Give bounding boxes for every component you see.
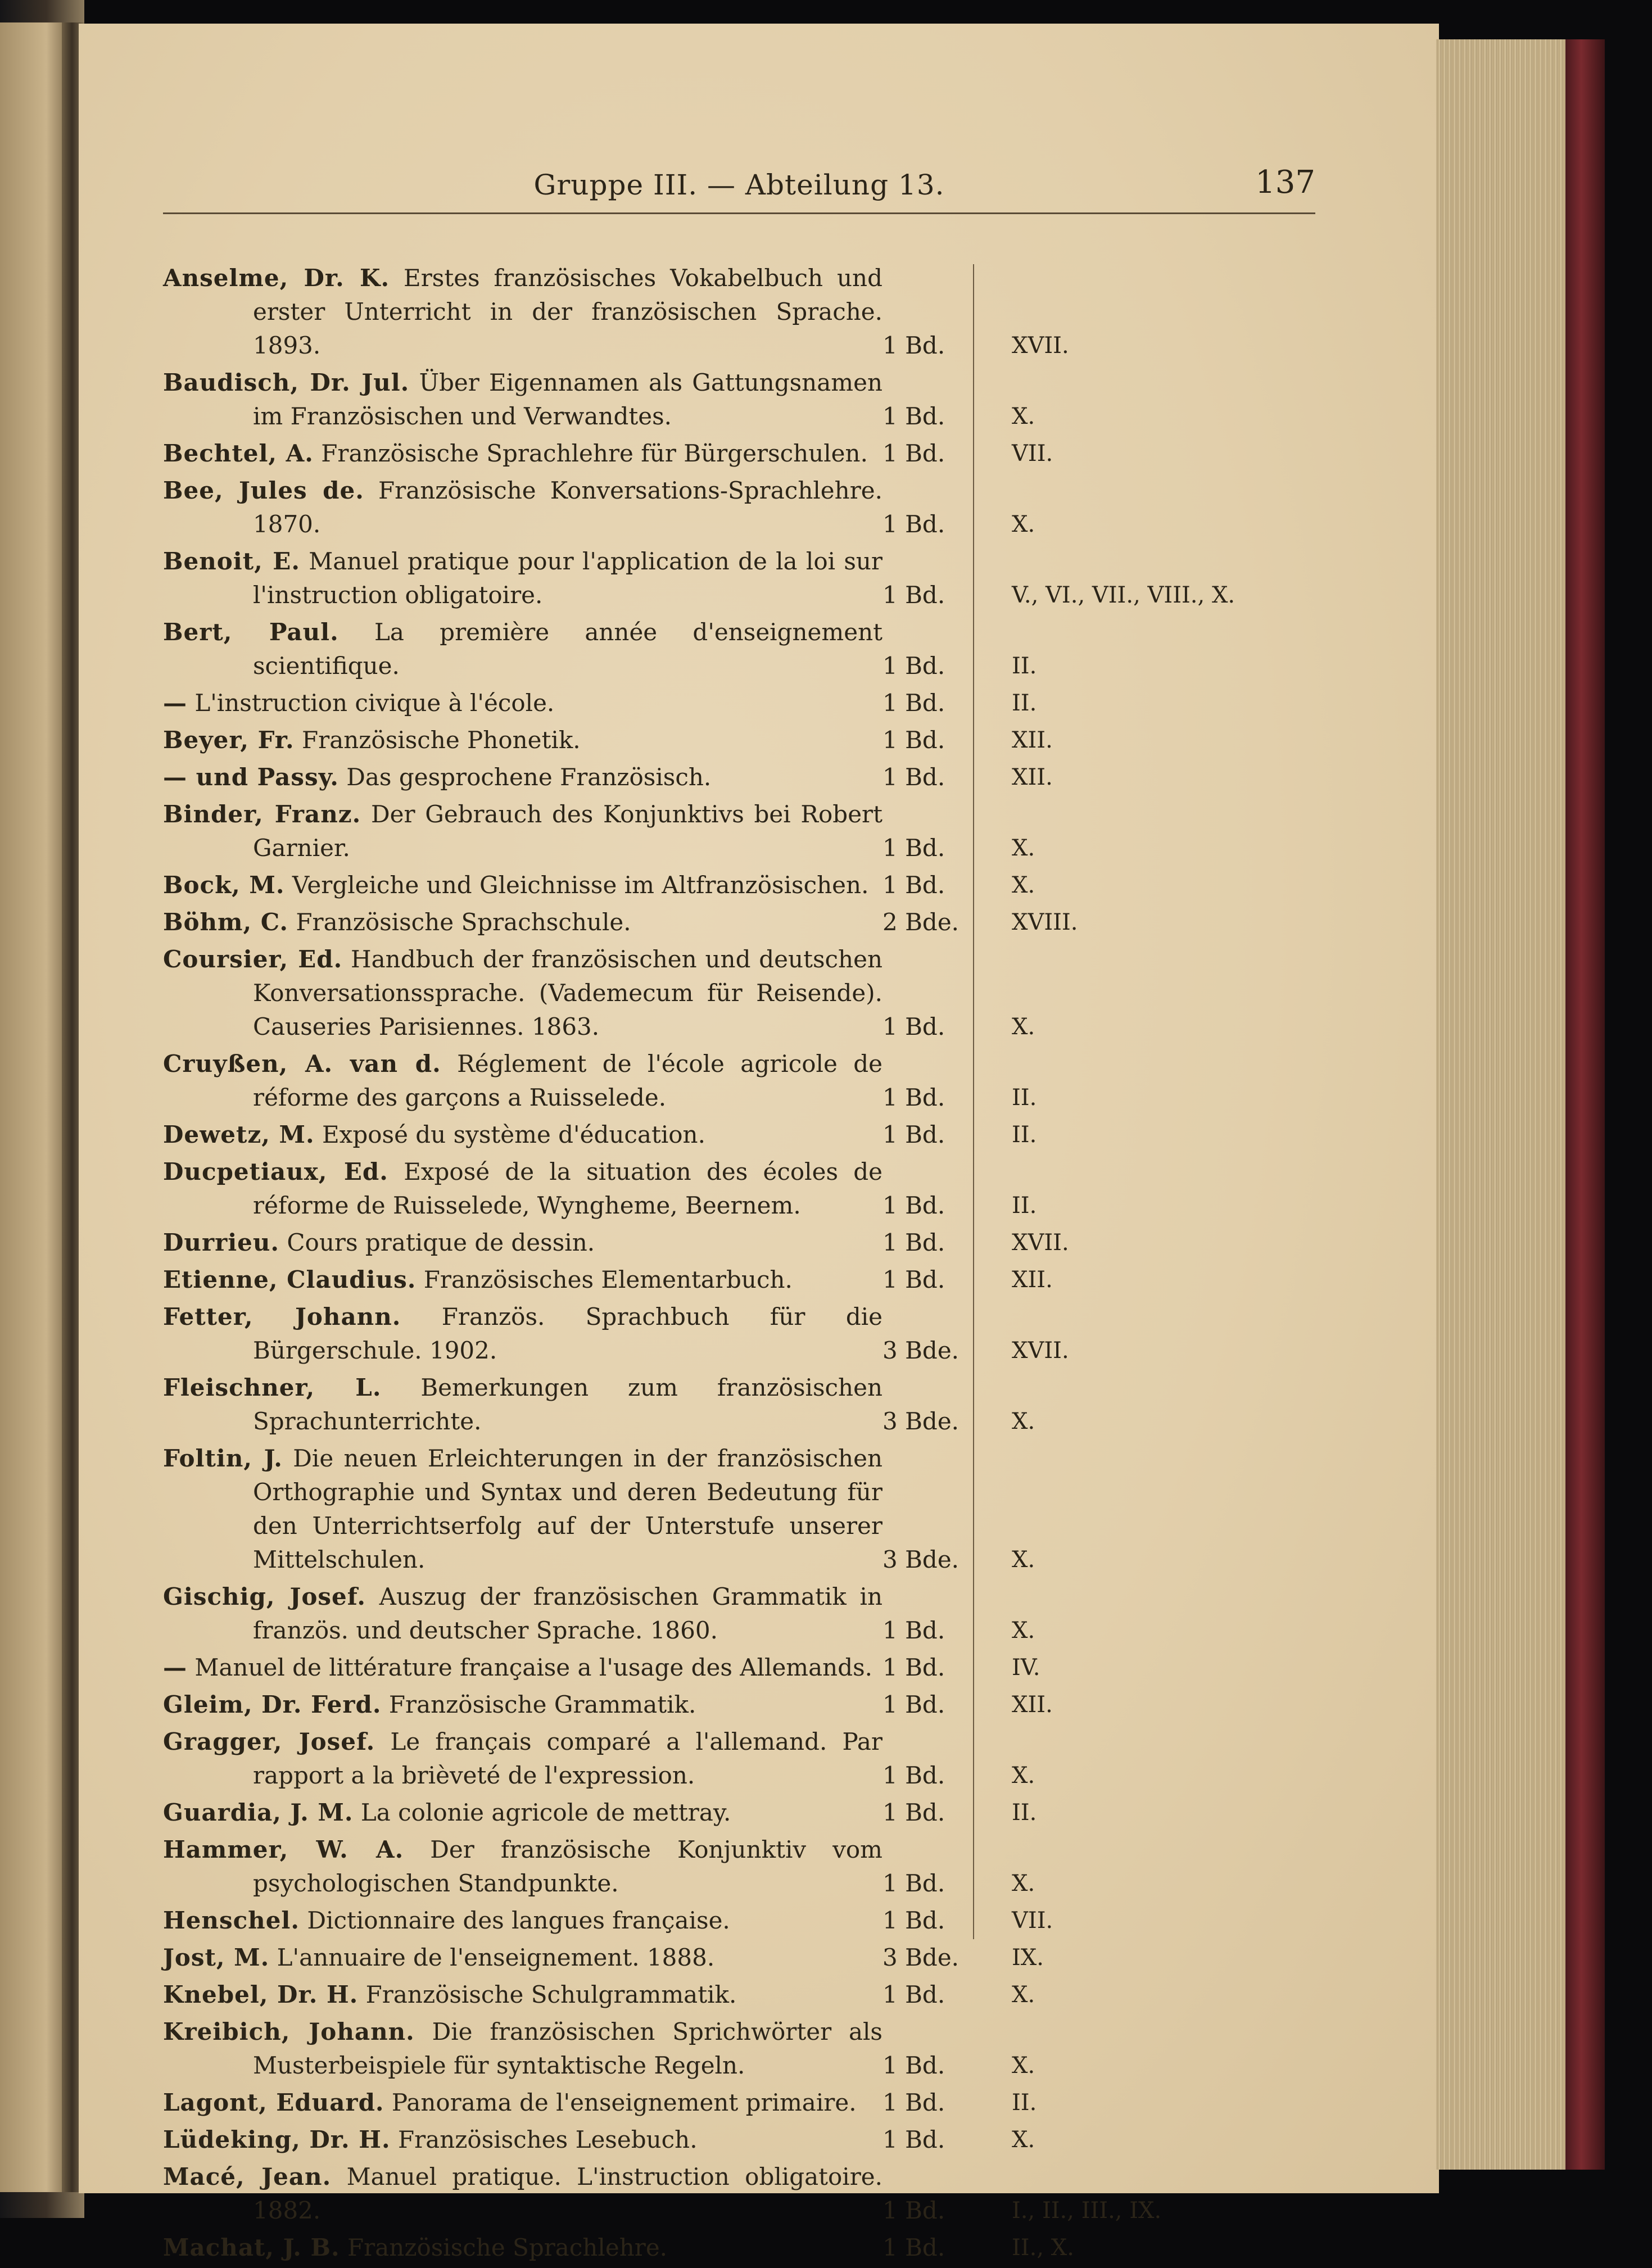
entry-author: Bechtel, A. xyxy=(163,440,314,467)
entry-volumes: 1 Bd. xyxy=(882,763,945,791)
entry-title: Le français comparé a l'allemand. Par rapport a la brièveté de l'expression. xyxy=(253,1728,882,1789)
entry-text xyxy=(163,1833,882,1900)
entry-title: Panorama de l'enseignement primaire. xyxy=(391,2089,857,2116)
entry-volumes: 1 Bd. xyxy=(882,1654,945,1681)
entry-text xyxy=(163,1047,882,1115)
catalog-entry xyxy=(163,1651,1321,1685)
entry-text xyxy=(163,2086,882,2120)
entry-title: Französ. Sprachbuch für die Bürgerschule. 1902. xyxy=(253,1303,882,1364)
entry-text xyxy=(163,1941,882,1975)
entry-text xyxy=(163,1580,882,1647)
entry-volumes: 1 Bd. xyxy=(882,726,945,754)
catalog-entry xyxy=(163,943,1321,1044)
entry-group: X. xyxy=(1012,872,1035,898)
entry-text xyxy=(163,1442,882,1577)
entry-title: L'annuaire de l'enseignement. 1888. xyxy=(277,1944,715,1971)
catalog-entry xyxy=(163,1833,1321,1900)
catalog-entry xyxy=(163,1580,1321,1647)
entry-title: Manuel de littérature française a l'usage des Allemands. xyxy=(194,1654,873,1681)
catalog-entry xyxy=(163,1226,1321,1260)
catalog-entry xyxy=(163,474,1321,541)
entry-title: Manuel pratique pour l'application de la loi sur l'instruction obligatoire. xyxy=(253,547,883,609)
entry-group: XVII. xyxy=(1012,1230,1069,1256)
entry-author: Binder, Franz. xyxy=(163,800,361,828)
entry-title: Exposé du système d'éducation. xyxy=(322,1121,705,1148)
entry-author: Fetter, Johann. xyxy=(163,1303,401,1330)
page-number: 137 xyxy=(1255,164,1315,201)
entry-author: Benoit, E. xyxy=(163,547,300,575)
entry-title: Französische Phonetik. xyxy=(302,726,581,754)
entry-group: II. xyxy=(1012,2090,1037,2116)
entry-author: Lüdeking, Dr. H. xyxy=(163,2126,391,2153)
entry-group: XVII. xyxy=(1012,1338,1069,1364)
entry-volumes: 1 Bd. xyxy=(882,581,945,609)
entry-title: Der Gebrauch des Konjunktivs bei Robert Garnier. xyxy=(253,800,883,862)
entry-author: Ducpetiaux, Ed. xyxy=(163,1158,388,1185)
entry-title: Manuel pratique. L'instruction obligatoire. 1882. xyxy=(253,2163,882,2224)
entry-group: X. xyxy=(1012,835,1035,861)
catalog-entry xyxy=(163,2160,1321,2228)
entry-author: Durrieu. xyxy=(163,1229,280,1256)
entry-text xyxy=(163,686,882,720)
entry-text xyxy=(163,1155,882,1223)
left-page-edge xyxy=(0,22,66,2192)
entry-author: — xyxy=(163,689,187,717)
entry-group: II., X. xyxy=(1012,2235,1074,2261)
entry-group: II. xyxy=(1012,1800,1037,1826)
catalog-entry xyxy=(163,906,1321,939)
entry-group: X. xyxy=(1012,2127,1035,2153)
entry-volumes: 1 Bd. xyxy=(882,871,945,899)
entry-group: II. xyxy=(1012,1193,1037,1219)
entry-volumes: 1 Bd. xyxy=(882,1762,945,1789)
entry-group: VII. xyxy=(1012,441,1053,467)
catalog-entry xyxy=(163,1300,1321,1368)
page-header xyxy=(163,164,1315,215)
entry-text xyxy=(163,798,882,865)
entry-title: Das gesprochene Französisch. xyxy=(346,763,712,791)
page-edges xyxy=(1436,39,1565,2170)
catalog-entry xyxy=(163,1047,1321,1115)
entry-author: Machat, J. B. xyxy=(163,2234,340,2261)
entry-author: Bock, M. xyxy=(163,871,285,899)
entry-title: Französische Sprachlehre. xyxy=(347,2234,668,2261)
entry-group: IX. xyxy=(1012,1945,1044,1971)
entry-author: Baudisch, Dr. Jul. xyxy=(163,369,410,396)
entry-author: Kreibich, Johann. xyxy=(163,2018,415,2045)
entry-title: Cours pratique de dessin. xyxy=(287,1229,595,1256)
entry-author: Henschel. xyxy=(163,1907,300,1934)
entry-group: X. xyxy=(1012,1982,1035,2008)
catalog-entry xyxy=(163,1371,1321,1438)
catalog-entry xyxy=(163,366,1321,433)
entry-text xyxy=(163,366,882,433)
entry-text xyxy=(163,545,882,612)
entry-title: Französische Sprachlehre für Bürgerschulen. xyxy=(321,440,868,467)
entry-volumes: 1 Bd. xyxy=(882,2234,945,2261)
entry-title: Über Eigennamen als Gattungsnamen im Französischen und Verwandtes. xyxy=(253,369,882,430)
entry-volumes: 1 Bd. xyxy=(882,2126,945,2153)
entry-volumes: 1 Bd. xyxy=(882,689,945,717)
catalog-entry xyxy=(163,1442,1321,1577)
entry-volumes: 1 Bd. xyxy=(882,1691,945,1718)
entry-text xyxy=(163,437,882,470)
entry-author: Etienne, Claudius. xyxy=(163,1266,417,1293)
entry-volumes: 1 Bd. xyxy=(882,2089,945,2116)
entry-group: XII. xyxy=(1012,1267,1053,1293)
catalog-entry xyxy=(163,798,1321,865)
catalog-entry xyxy=(163,1725,1321,1792)
entry-title: Die neuen Erleichterungen in der französischen Orthographie und Syntax und deren Bedeutung für den Unterrichtserfolg auf der Unterstufe unserer Mittelschulen. xyxy=(253,1445,883,1573)
catalog-entry xyxy=(163,615,1321,683)
entry-title: Die französischen Sprichwörter als Musterbeispiele für syntaktische Regeln. xyxy=(253,2018,882,2079)
entry-group: VII. xyxy=(1012,1908,1053,1934)
catalog-entry xyxy=(163,686,1321,720)
entry-title: L'instruction civique à l'école. xyxy=(194,689,555,717)
catalog-entry xyxy=(163,1904,1321,1937)
catalog-entry xyxy=(163,1155,1321,1223)
entry-group: X. xyxy=(1012,1409,1035,1434)
entry-text xyxy=(163,2160,882,2228)
catalog-entry xyxy=(163,1941,1321,1975)
entry-text xyxy=(163,474,882,541)
entry-text xyxy=(163,1796,882,1830)
entry-text xyxy=(163,1118,882,1152)
book-cover-edge xyxy=(1565,39,1605,2170)
entry-text xyxy=(163,2015,882,2083)
entry-author: Dewetz, M. xyxy=(163,1121,315,1148)
entry-group: II. xyxy=(1012,653,1037,679)
entry-group: X. xyxy=(1012,404,1035,429)
entry-group: I., II., III., IX. xyxy=(1012,2198,1162,2224)
entry-group: II. xyxy=(1012,1122,1037,1148)
entry-title: Vergleiche und Gleichnisse im Altfranzösischen. xyxy=(292,871,869,899)
entry-author: Gleim, Dr. Ferd. xyxy=(163,1691,382,1718)
entry-text xyxy=(163,1226,882,1260)
entry-group: V., VI., VII., VIII., X. xyxy=(1012,582,1235,608)
entry-text xyxy=(163,2123,882,2157)
entry-title: Bemerkungen zum französischen Sprachunterrichte. xyxy=(253,1374,882,1435)
catalog-entry xyxy=(163,2123,1321,2157)
entry-title: Französische Konversations-Sprachlehre. 1870. xyxy=(253,477,882,538)
entry-group: IV. xyxy=(1012,1655,1040,1681)
entry-author: Guardia, J. M. xyxy=(163,1799,354,1826)
entry-title: Französisches Elementarbuch. xyxy=(423,1266,793,1293)
catalog-entry xyxy=(163,545,1321,612)
catalog-entry xyxy=(163,1796,1321,1830)
entry-title: Auszug der französischen Grammatik in französ. und deutscher Sprache. 1860. xyxy=(253,1583,882,1644)
entry-text xyxy=(163,1725,882,1792)
entry-volumes: 1 Bd. xyxy=(882,652,945,680)
entry-title: Erstes französisches Vokabelbuch und erster Unterricht in der französischen Sprache. 1893. xyxy=(253,264,882,359)
entry-author: Fleischner, L. xyxy=(163,1374,382,1401)
entry-volumes: 1 Bd. xyxy=(882,1869,945,1897)
catalog-entry xyxy=(163,437,1321,470)
header-rule xyxy=(163,212,1315,214)
running-head: Gruppe III. — Abteilung 13. xyxy=(533,169,945,201)
entry-volumes: 1 Bd. xyxy=(882,440,945,467)
catalog-entry xyxy=(163,760,1321,794)
entry-volumes: 1 Bd. xyxy=(882,402,945,430)
entry-author: Jost, M. xyxy=(163,1944,270,1971)
entry-group: II. xyxy=(1012,1085,1037,1111)
entry-group: X. xyxy=(1012,1871,1035,1896)
entry-text xyxy=(163,261,882,363)
entry-volumes: 1 Bd. xyxy=(882,1121,945,1148)
entry-author: Beyer, Fr. xyxy=(163,726,295,754)
entry-author: Hammer, W. A. xyxy=(163,1836,404,1863)
entry-volumes: 1 Bd. xyxy=(882,2197,945,2224)
entry-text xyxy=(163,2231,882,2265)
entry-text xyxy=(163,723,882,757)
entry-text xyxy=(163,1263,882,1297)
catalog-entry xyxy=(163,1263,1321,1297)
entry-text xyxy=(163,1651,882,1685)
entry-text xyxy=(163,615,882,683)
entry-text xyxy=(163,1371,882,1438)
entry-text xyxy=(163,760,882,794)
entry-text xyxy=(163,1688,882,1722)
entry-group: XVIII. xyxy=(1012,909,1078,935)
entry-group: X. xyxy=(1012,2053,1035,2079)
entry-group: X. xyxy=(1012,1618,1035,1644)
entry-author: — und Passy. xyxy=(163,763,339,791)
entry-author: Cruyßen, A. van d. xyxy=(163,1050,441,1078)
entry-volumes: 1 Bd. xyxy=(882,1266,945,1293)
entry-title: Handbuch der französischen und deutschen Konversationssprache. (Vademecum für Reisende). Causeries Parisiennes. 1863. xyxy=(253,945,882,1040)
entry-text xyxy=(163,868,882,902)
entry-volumes: 3 Bde. xyxy=(882,1546,959,1573)
entry-volumes: 3 Bde. xyxy=(882,1944,959,1971)
entry-author: Bert, Paul. xyxy=(163,618,339,646)
catalog-entries xyxy=(163,261,1321,2268)
entry-title: La colonie agricole de mettray. xyxy=(360,1799,731,1826)
entry-author: Böhm, C. xyxy=(163,908,289,936)
catalog-entry xyxy=(163,261,1321,363)
entry-author: Macé, Jean. xyxy=(163,2163,332,2190)
entry-title: Dictionnaire des langues française. xyxy=(307,1907,730,1934)
entry-author: Foltin, J. xyxy=(163,1445,283,1472)
entry-group: XII. xyxy=(1012,727,1053,753)
entry-group: X. xyxy=(1012,1014,1035,1040)
entry-author: Gischig, Josef. xyxy=(163,1583,366,1610)
entry-text xyxy=(163,1300,882,1368)
entry-author: — xyxy=(163,1654,187,1681)
entry-volumes: 1 Bd. xyxy=(882,1799,945,1826)
catalog-entry xyxy=(163,2086,1321,2120)
entry-group: II. xyxy=(1012,690,1037,716)
entry-title: Exposé de la situation des écoles de réforme de Ruisselede, Wyngheme, Beernem. xyxy=(253,1158,882,1219)
entry-text xyxy=(163,943,882,1044)
entry-text xyxy=(163,1904,882,1937)
entry-author: Gragger, Josef. xyxy=(163,1728,375,1755)
catalog-entry xyxy=(163,1118,1321,1152)
catalog-entry xyxy=(163,868,1321,902)
entry-title: Der französische Konjunktiv vom psychologischen Standpunkte. xyxy=(253,1836,882,1897)
entry-group: X. xyxy=(1012,1763,1035,1789)
entry-title: Französische Grammatik. xyxy=(388,1691,696,1718)
entry-author: Lagont, Eduard. xyxy=(163,2089,384,2116)
entry-group: X. xyxy=(1012,511,1035,537)
entry-volumes: 1 Bd. xyxy=(882,1084,945,1111)
entry-volumes: 1 Bd. xyxy=(882,1907,945,1934)
catalog-entry xyxy=(163,2015,1321,2083)
entry-text xyxy=(163,1978,882,2012)
entry-volumes: 2 Bde. xyxy=(882,908,959,936)
entry-volumes: 1 Bd. xyxy=(882,2052,945,2079)
entry-author: Coursier, Ed. xyxy=(163,945,343,973)
catalog-entry xyxy=(163,1978,1321,2012)
entry-volumes: 1 Bd. xyxy=(882,1192,945,1219)
entry-volumes: 1 Bd. xyxy=(882,1229,945,1256)
entry-group: X. xyxy=(1012,1547,1035,1573)
entry-title: Französische Schulgrammatik. xyxy=(365,1981,737,2008)
entry-volumes: 1 Bd. xyxy=(882,1617,945,1644)
entry-volumes: 1 Bd. xyxy=(882,1013,945,1040)
entry-author: Bee, Jules de. xyxy=(163,477,364,504)
entry-title: Réglement de l'école agricole de réforme des garçons a Ruisselede. xyxy=(253,1050,882,1111)
catalog-entry xyxy=(163,2231,1321,2265)
entry-text xyxy=(163,906,882,939)
entry-group: XII. xyxy=(1012,1692,1053,1718)
entry-author: Knebel, Dr. H. xyxy=(163,1981,359,2008)
entry-author: Anselme, Dr. K. xyxy=(163,264,390,292)
entry-volumes: 1 Bd. xyxy=(882,510,945,538)
entry-volumes: 1 Bd. xyxy=(882,1981,945,2008)
entry-volumes: 3 Bde. xyxy=(882,1407,959,1435)
entry-group: XII. xyxy=(1012,764,1053,790)
catalog-entry xyxy=(163,1688,1321,1722)
entry-group: XVII. xyxy=(1012,333,1069,359)
entry-volumes: 1 Bd. xyxy=(882,332,945,359)
catalog-entry xyxy=(163,723,1321,757)
entry-volumes: 3 Bde. xyxy=(882,1337,959,1364)
entry-volumes: 1 Bd. xyxy=(882,834,945,862)
entry-title: Französische Sprachschule. xyxy=(296,908,631,936)
entry-title: Französisches Lesebuch. xyxy=(397,2126,698,2153)
entry-title: La première année d'enseignement scientifique. xyxy=(253,618,883,680)
